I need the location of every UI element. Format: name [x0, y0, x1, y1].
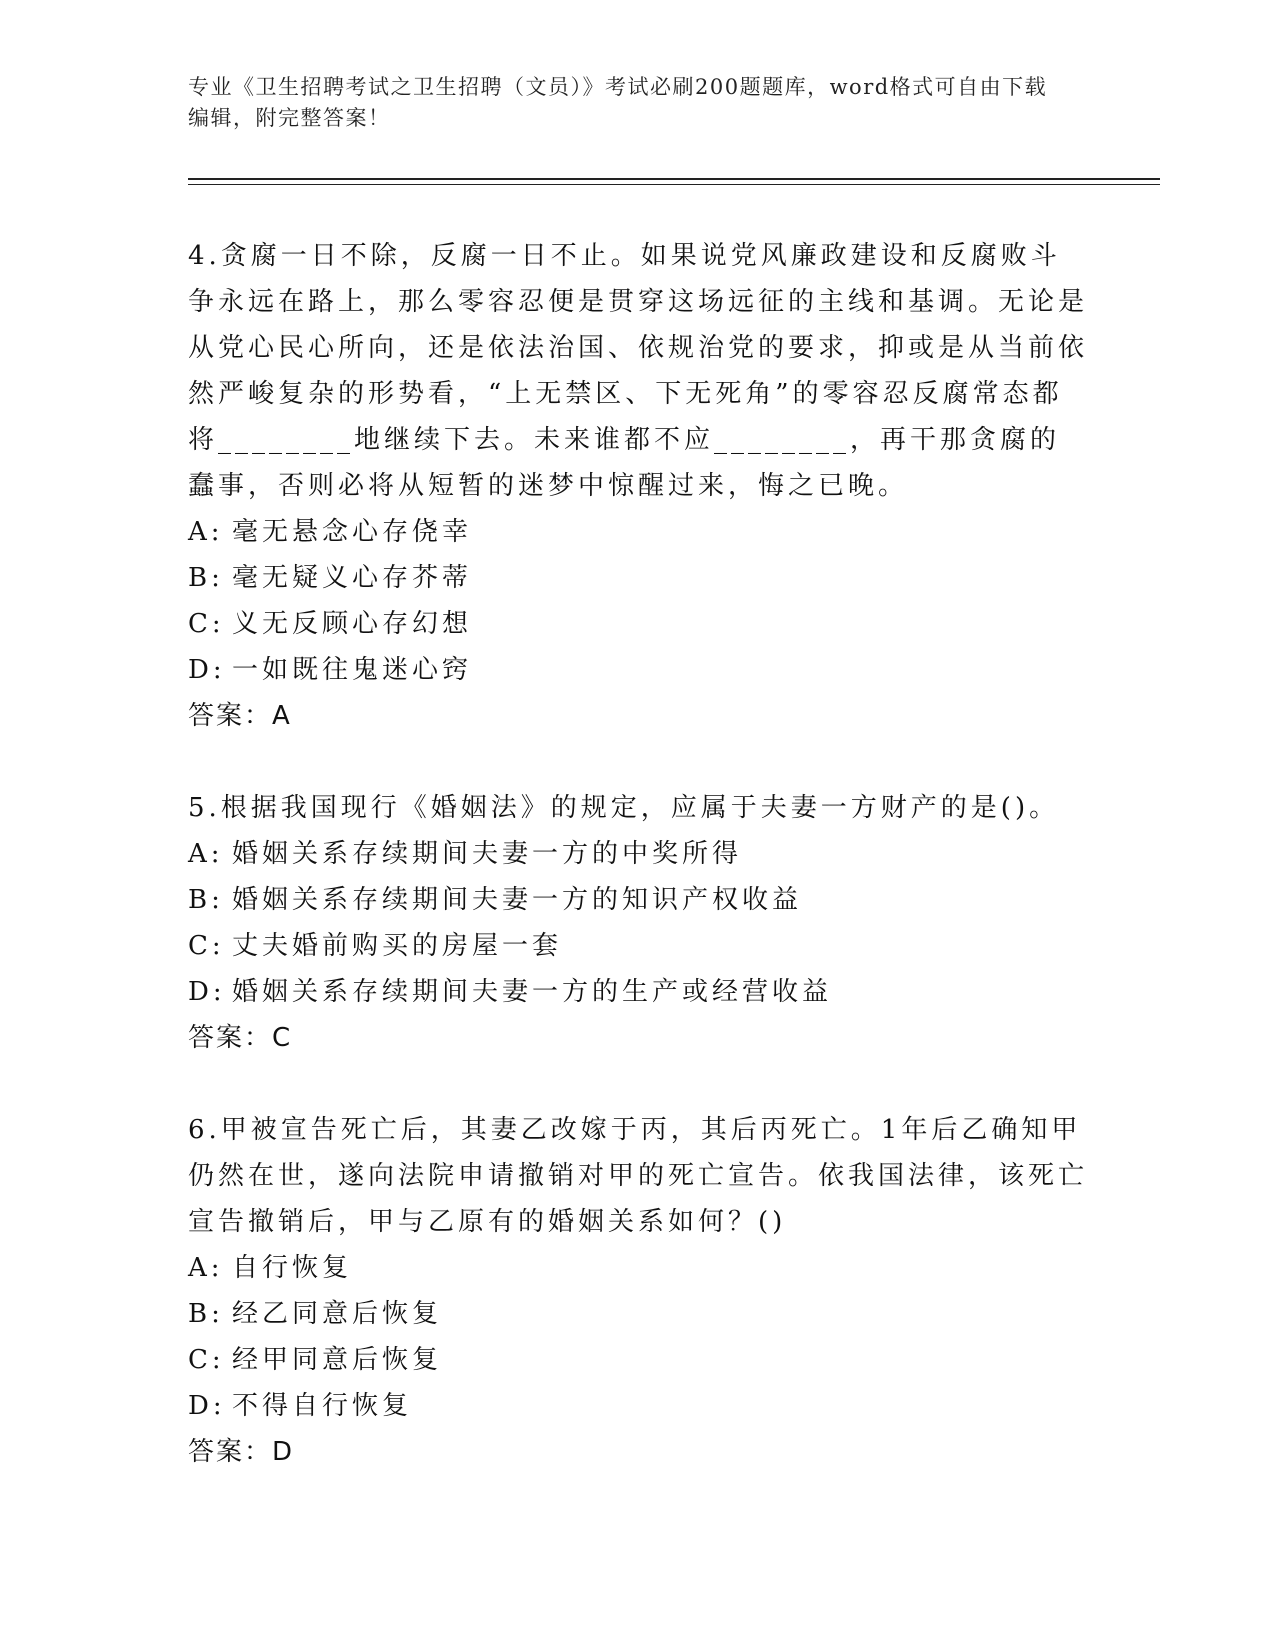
option-text: 义无反顾心存幻想 [232, 609, 473, 639]
option-a [188, 831, 1088, 877]
option-text: 毫无疑义心存芥蒂 [232, 563, 473, 593]
option-text: 毫无悬念心存侥幸 [232, 517, 473, 547]
option-b [188, 555, 1088, 601]
option-text: 经乙同意后恢复 [232, 1299, 443, 1329]
option-key: D: [188, 977, 226, 1007]
option-text: 经甲同意后恢复 [232, 1345, 443, 1375]
answer-label: 答案：C [188, 1023, 293, 1053]
question-list [188, 233, 1088, 1521]
answer-label: 答案：D [188, 1437, 295, 1467]
option-key: A: [188, 517, 224, 547]
option-text: 自行恢复 [232, 1253, 353, 1283]
option-key: C: [188, 1345, 225, 1375]
question-text: 5.根据我国现行《婚姻法》的规定，应属于夫妻一方财产的是()。 [188, 793, 1060, 823]
option-key: C: [188, 931, 225, 961]
option-text: 婚姻关系存续期间夫妻一方的生产或经营收益 [232, 977, 833, 1007]
option-text: 一如既往鬼迷心窍 [232, 655, 473, 685]
question-6 [188, 1107, 1088, 1475]
option-text: 婚姻关系存续期间夫妻一方的知识产权收益 [232, 885, 803, 915]
option-key: B: [188, 1299, 224, 1329]
question-text: 4.贪腐一日不除，反腐一日不止。如果说党风廉政建设和反腐败斗争永远在路上，那么零容忍便是贯穿这场远征的主线和基调。无论是从党心民心所向，还是依法治国、依规治党的要求，抑或是从当前依然严峻复杂的形势看，“上无禁区、下无死角”的零容忍反腐常态都将________地继续下去。未来谁都不应________，再干那贪腐的蠢事，否则必将从短暂的迷梦中惊醒过来，悔之已晚。 [188, 241, 1089, 501]
option-c [188, 1337, 1088, 1383]
option-text: 不得自行恢复 [232, 1391, 413, 1421]
option-c [188, 923, 1088, 969]
header-divider-secondary [188, 184, 1160, 185]
option-key: D: [188, 655, 226, 685]
option-d [188, 969, 1088, 1015]
option-c [188, 601, 1088, 647]
option-b [188, 877, 1088, 923]
option-b [188, 1291, 1088, 1337]
question-5 [188, 785, 1088, 1061]
option-d [188, 647, 1088, 693]
option-d [188, 1383, 1088, 1429]
option-a [188, 509, 1088, 555]
option-key: C: [188, 609, 225, 639]
option-key: B: [188, 885, 224, 915]
option-key: B: [188, 563, 224, 593]
question-4 [188, 233, 1088, 739]
option-key: D: [188, 1391, 226, 1421]
option-text: 丈夫婚前购买的房屋一套 [232, 931, 563, 961]
option-a [188, 1245, 1088, 1291]
header-divider [188, 178, 1160, 180]
document-header: 专业《卫生招聘考试之卫生招聘（文员）》考试必刷200题题库，word格式可自由下载编辑，附完整答案！ [188, 75, 1048, 130]
question-text: 6.甲被宣告死亡后，其妻乙改嫁于丙，其后丙死亡。1年后乙确知甲仍然在世，遂向法院申请撤销对甲的死亡宣告。依我国法律，该死亡宣告撤销后，甲与乙原有的婚姻关系如何？() [188, 1115, 1089, 1237]
answer-label: 答案：A [188, 701, 292, 731]
option-key: A: [188, 839, 224, 869]
option-text: 婚姻关系存续期间夫妻一方的中奖所得 [232, 839, 743, 869]
option-key: A: [188, 1253, 224, 1283]
